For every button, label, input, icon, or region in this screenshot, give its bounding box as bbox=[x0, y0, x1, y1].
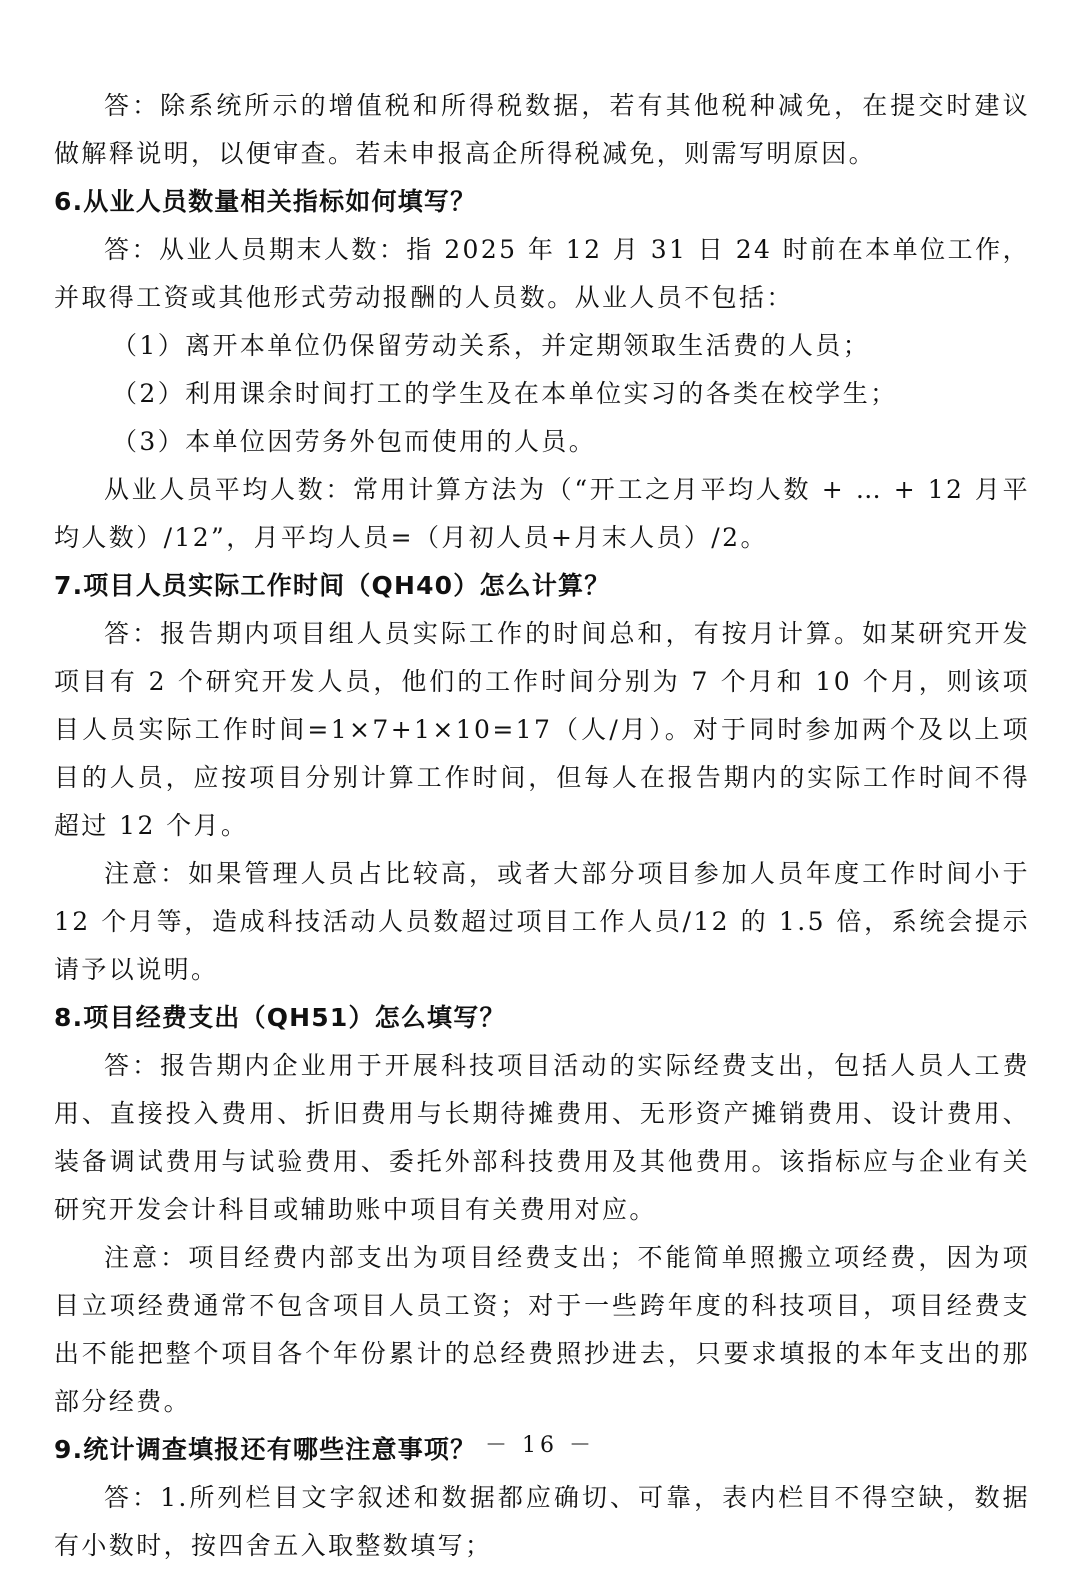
answer-paragraph: 答：从业人员期末人数：指 2025 年 12 月 31 日 24 时前在本单位工作，并取得工资或其他形式劳动报酬的人员数。从业人员不包括： bbox=[54, 235, 1030, 312]
list-item: （1）离开本单位仍保留劳动关系，并定期领取生活费的人员； bbox=[112, 331, 871, 360]
question-heading-8: 8.项目经费支出（QH51）怎么填写？ bbox=[54, 1003, 506, 1032]
document-body bbox=[54, 82, 1030, 1570]
question-heading-6: 6.从业人员数量相关指标如何填写？ bbox=[54, 187, 477, 216]
answer-paragraph: 答：1.所列栏目文字叙述和数据都应确切、可靠，表内栏目不得空缺，数据有小数时，按四舍五入取整数填写； bbox=[54, 1483, 1030, 1560]
note-paragraph: 注意：如果管理人员占比较高，或者大部分项目参加人员年度工作时间小于 12 个月等，造成科技活动人员数超过项目工作人员/12 的 1.5 倍，系统会提示请予以说明。 bbox=[54, 859, 1030, 984]
answer-paragraph: 答：除系统所示的增值税和所得税数据，若有其他税种减免，在提交时建议做解释说明，以便审查。若未申报高企所得税减免，则需写明原因。 bbox=[54, 91, 1030, 168]
question-heading-9: 9.统计调查填报还有哪些注意事项？ bbox=[54, 1435, 477, 1464]
note-paragraph: 注意：项目经费内部支出为项目经费支出；不能简单照搬立项经费，因为项目立项经费通常不包含项目人员工资；对于一些跨年度的科技项目，项目经费支出不能把整个项目各个年份累计的总经费照抄进去，只要求填报的本年支出的那部分经费。 bbox=[54, 1243, 1030, 1416]
list-item: （2）利用课余时间打工的学生及在本单位实习的各类在校学生； bbox=[112, 379, 898, 408]
page-number: － 16 － bbox=[485, 1433, 595, 1458]
formula-paragraph: 从业人员平均人数：常用计算方法为（“开工之月平均人数 + … + 12 月平均人数）/12”，月平均人员=（月初人员+月末人员）/2。 bbox=[54, 475, 1030, 552]
answer-paragraph: 答：报告期内项目组人员实际工作的时间总和，有按月计算。如某研究开发项目有 2 个研究开发人员，他们的工作时间分别为 7 个月和 10 个月，则该项目人员实际工作时间=1×7+1×10=17（人/月）。对于同时参加两个及以上项目的人员，应按项目分别计算工作时间，但每人在报告期内的实际工作时间不得超过 12 个月。 bbox=[54, 619, 1030, 840]
answer-paragraph: 答：报告期内企业用于开展科技项目活动的实际经费支出，包括人员人工费用、直接投入费用、折旧费用与长期待摊费用、无形资产摊销费用、设计费用、装备调试费用与试验费用、委托外部科技费用及其他费用。该指标应与企业有关研究开发会计科目或辅助账中项目有关费用对应。 bbox=[54, 1051, 1030, 1224]
question-heading-7: 7.项目人员实际工作时间（QH40）怎么计算？ bbox=[54, 571, 611, 600]
list-item: （3）本单位因劳务外包而使用的人员。 bbox=[112, 427, 597, 456]
